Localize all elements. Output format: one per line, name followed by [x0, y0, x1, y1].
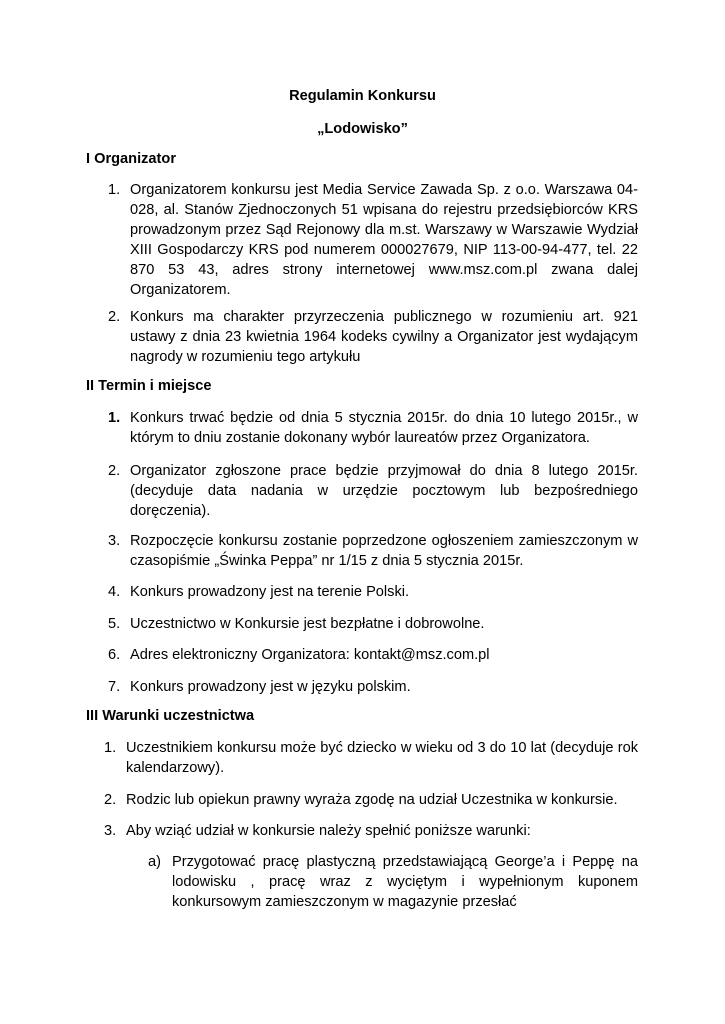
- list-number: 1.: [108, 182, 121, 198]
- list-item: Uczestnikiem konkursu może być dziecko w wieku od 3 do 10 lat (decyduje rok kalendarzowy).: [126, 740, 638, 776]
- document-subtitle: „Lodowisko”: [317, 121, 408, 137]
- document-title: Regulamin Konkursu: [289, 88, 436, 104]
- list-number: 5.: [108, 616, 121, 632]
- list-item: Uczestnictwo w Konkursie jest bezpłatne i dobrowolne.: [130, 616, 485, 632]
- section-heading-organizator: I Organizator: [86, 151, 177, 167]
- list-number: 3.: [104, 823, 117, 839]
- section-heading-termin: II Termin i miejsce: [86, 378, 212, 394]
- list-number: 7.: [108, 679, 121, 695]
- list-item: Konkurs prowadzony jest na terenie Polski.: [130, 584, 410, 600]
- list-item: Organizator zgłoszone prace będzie przyjmował do dnia 8 lutego 2015r. (decyduje data nadania w urzędzie pocztowym lub bezpośredniego doręczenia).: [130, 463, 638, 519]
- sublist-item: Przygotować pracę plastyczną przedstawiającą George’a i Peppę na lodowisku , pracę wraz z wyciętym i wypełnionym kuponem konkursowym zamieszczonym w magazynie przesłać: [172, 854, 638, 910]
- list-number: 1.: [104, 740, 117, 756]
- list-item: Aby wziąć udział w konkursie należy spełnić poniższe warunki:: [126, 823, 531, 839]
- list-number: 2.: [108, 309, 121, 325]
- list-number: 1.: [108, 410, 121, 426]
- list-item: Konkurs trwać będzie od dnia 5 stycznia 2015r. do dnia 10 lutego 2015r., w którym to dniu zostanie dokonany wybór laureatów przez Organizatora.: [130, 410, 638, 446]
- list-number: 3.: [108, 533, 121, 549]
- list-item: Rodzic lub opiekun prawny wyraża zgodę na udział Uczestnika w konkursie.: [126, 792, 618, 808]
- list-item: Adres elektroniczny Organizatora: kontakt@msz.com.pl: [130, 647, 490, 663]
- list-number: 6.: [108, 647, 121, 663]
- list-number: 4.: [108, 584, 121, 600]
- list-number: 2.: [104, 792, 117, 808]
- section-heading-warunki: III Warunki uczestnictwa: [86, 708, 255, 724]
- sublist-letter: a): [148, 854, 161, 870]
- list-number: 2.: [108, 463, 121, 479]
- list-item: Rozpoczęcie konkursu zostanie poprzedzone ogłoszeniem zamieszczonym w czasopiśmie „Świnka Peppa” nr 1/15 z dnia 5 stycznia 2015r.: [130, 533, 638, 569]
- list-item: Konkurs prowadzony jest w języku polskim.: [130, 679, 411, 695]
- list-item: Organizatorem konkursu jest Media Service Zawada Sp. z o.o. Warszawa 04-028, al. Stanów Zjednoczonych 51 wpisana do rejestru przedsiębiorców KRS prowadzonym przez Sąd Rejonowy dla m.st. Warszawy w Warszawie Wydział XIII Gospodarczy KRS pod numerem 000027679, NIP 113-00-94-477, tel. 22 870 53 43, adres strony internetowej www.msz.com.pl zwana dalej Organizatorem.: [130, 182, 638, 298]
- list-item: Konkurs ma charakter przyrzeczenia publicznego w rozumieniu art. 921 ustawy z dnia 23 kwietnia 1964 kodeks cywilny a Organizator jest wydającym nagrody w rozumieniu tego artykułu: [130, 309, 638, 365]
